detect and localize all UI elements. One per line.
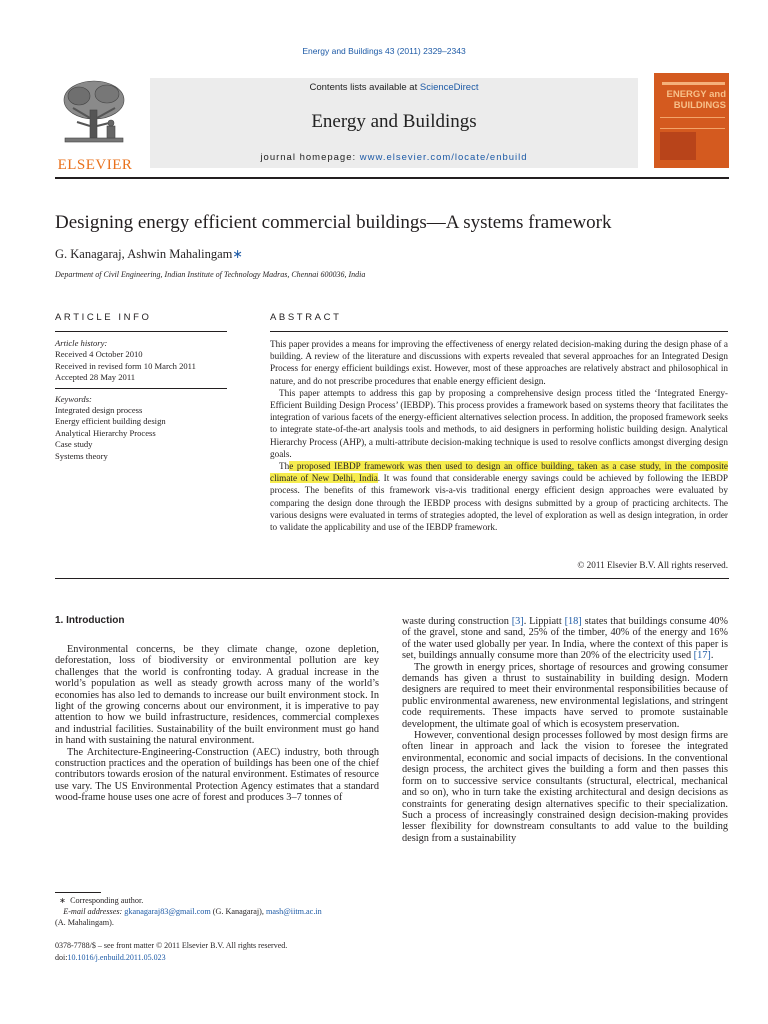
abstract-paragraph: This paper attempts to address this gap by proposing a comprehensive design process titled the ‘Integrated Energy-Efficient Building Design Process’ (IEBDP). This process provides a framework based on systems theory that facilitates the integration of various facets of the energy-efficient alternatives selection process. In addition, the proposed framework seeks to integrate state-of-the-art analysis tools and methods, to aid designers in performing holistic building design. Analytical Hierarchy Process (AHP), a multi-attribute decision-making technique is used to resolve conflicts amongst diverging design goals. xyxy=(270,387,728,459)
body-text: states that buildings consume 40% of the gravel, stone and sand, 25% of the timber, 40% of the energy and 16% of the water used globally per year. In India, where the context of this paper is set, buildings annually consume more than 20% of the electricity used xyxy=(402,616,729,662)
cover-title: ENERGY and BUILDINGS xyxy=(666,89,726,111)
footnote-emails xyxy=(55,906,385,917)
abstract-text: Th xyxy=(279,461,290,472)
article-info-rule xyxy=(55,331,227,332)
body-paragraph: The Architecture-Engineering-Construction (AEC) industry, both through construction practices and the operation of buildings has been one of the chief contributors towards erosion of the natural environment. Estimates of resource use vary. The US Environmental Protection Agency estimates that a standard wood-frame house uses one acre of forest and produces 3–7 tonnes of xyxy=(55,746,379,804)
publisher-name: ELSEVIER xyxy=(57,157,133,173)
reference-link[interactable]: [17] xyxy=(693,650,711,662)
doi-line xyxy=(55,952,287,964)
keywords xyxy=(55,394,227,462)
body-paragraph xyxy=(402,616,728,662)
doi-link[interactable]: 10.1016/j.enbuild.2011.05.023 xyxy=(67,952,166,962)
keywords-label: Keywords: xyxy=(55,393,92,404)
left-column xyxy=(55,644,379,804)
copyright: © 2011 Elsevier B.V. All rights reserved. xyxy=(577,560,728,570)
abstract-paragraph xyxy=(270,460,728,533)
homepage-line xyxy=(150,152,638,163)
tree-icon xyxy=(59,78,129,148)
history-revised: Received in revised form 10 March 2011 xyxy=(55,360,196,371)
homepage-link[interactable]: www.elsevier.com/locate/enbuild xyxy=(359,152,528,163)
cover-subtitle-band xyxy=(660,117,725,129)
right-column xyxy=(402,616,728,844)
footnote-rule xyxy=(55,892,101,893)
journal-citation[interactable]: Energy and Buildings 43 (2011) 2329–2343 xyxy=(302,46,466,56)
body-paragraph: Environmental concerns, be they climate change, ozone depletion, deforestation, loss of biodiversity or environmental pollution are key challenges that the world is confronting today. A gradual increase in the world’s population as well as steady growth across many of the world’s economies has also led to demands to increase our built environment stock. In light of the growing concerns about our environment, it is imperative to pay attention to how we build infrastructure, residences, commercial complexes and industrial facilities. Sustainability of the built environment must go hand in hand with sustaining the natural environment. xyxy=(55,644,379,747)
keyword: Integrated design process xyxy=(55,405,143,416)
reference-link[interactable]: [18] xyxy=(564,616,582,627)
article-info xyxy=(55,338,227,466)
affiliation: Department of Civil Engineering, Indian Institute of Technology Madras, Chennai 600036, India xyxy=(55,270,366,279)
keyword: Systems theory xyxy=(55,450,108,461)
cover-stripe xyxy=(662,82,725,85)
front-matter xyxy=(55,940,287,963)
abstract-rule xyxy=(270,331,728,332)
journal-title: Energy and Buildings xyxy=(311,111,477,132)
history-label: Article history: xyxy=(55,338,108,348)
keyword: Case study xyxy=(55,439,93,450)
abstract-end-rule xyxy=(55,578,729,579)
email-owner: (G. Kanagaraj), xyxy=(210,907,266,916)
keyword: Energy efficient building design xyxy=(55,416,166,427)
article-history xyxy=(55,338,227,384)
footnote xyxy=(55,895,385,928)
body-paragraph: However, conventional design processes followed by most design firms are often linear in approach and lack the vision to foresee the integrated environmental, economic and social impacts of decisions. In the conventional design process, the architect gives the building a form and then passes this form on to successive service consultants (structural, electrical, mechanical and so on), who in turn take the existing architectural and design decisions as constraints for generating design alternatives specific to their specialization. Such a process of increasingly constrained design decision-making provides lesser flexibility for downstream consultants to add value to the building design from a sustainability xyxy=(402,730,728,844)
elsevier-logo xyxy=(55,78,133,174)
article-title: Designing energy efficient commercial buildings—A systems framework xyxy=(55,212,612,233)
info-separator xyxy=(55,388,227,389)
corresponding-author-mark[interactable]: ∗ xyxy=(232,247,243,261)
cover-block xyxy=(660,132,696,160)
footnote-mark: ∗ xyxy=(59,896,66,905)
masthead-rule xyxy=(55,177,729,179)
email-link[interactable]: mash@iitm.ac.in xyxy=(265,907,322,916)
contents-line xyxy=(150,82,638,93)
abstract-text: . It was found that considerable energy savings could be achieved by following the IEBDP process. The benefits of this framework vis-a-vis traditional energy efficient design approaches were evaluated by comparing the design done through the IEBDP process with designs submitted by a group of practicing architects. The various designs were evaluated in terms of strategies adopted, the level of exploration as well as design integration, in order to validate the applicability and use of the IEBDP framework. xyxy=(270,473,729,533)
body-text: . Lippiatt xyxy=(523,616,565,627)
abstract-paragraph: This paper provides a means for improving the effectiveness of energy related decision-making during the design phase of a building. A review of the literature and discussions with experts revealed that several approaches for an Integrated Design Process for energy efficient buildings exist. However, most of these approaches are relatively abstract and philosophical in nature, and do not prescribe procedures that enable energy efficient design. xyxy=(270,339,728,386)
section-heading: 1. Introduction xyxy=(55,615,125,626)
author-list xyxy=(55,246,243,262)
body-paragraph: The growth in energy prices, shortage of resources and growing consumer demands has given a thrust to sustainability in building design. Modern designers are required to meet their environmental responsibilities because of public environmental awareness, new environmental legislations, and stringent code requirements. These impacts have served to promote sustainable development, the ultimate goal of which is ecosystem preservation. xyxy=(402,661,728,730)
reference-link[interactable]: [3] xyxy=(511,616,524,627)
footnote-corresponding xyxy=(55,895,385,906)
email-link[interactable]: gkanagaraj83@gmail.com xyxy=(124,907,211,916)
abstract-heading: ABSTRACT xyxy=(270,312,342,323)
sciencedirect-link[interactable]: ScienceDirect xyxy=(419,82,479,93)
keyword: Analytical Hierarchy Process xyxy=(55,427,156,438)
email-owner: (A. Mahalingam). xyxy=(55,918,114,927)
issn-line: 0378-7788/$ – see front matter © 2011 Elsevier B.V. All rights reserved. xyxy=(55,941,288,950)
history-received: Received 4 October 2010 xyxy=(55,349,143,360)
masthead xyxy=(55,70,729,176)
abstract-body xyxy=(270,338,728,533)
journal-banner xyxy=(150,78,638,168)
contents-prefix: Contents lists available at xyxy=(309,82,420,93)
body-text: waste during construction xyxy=(402,616,512,627)
footnote-text: Corresponding author. xyxy=(70,896,144,905)
body-text: . xyxy=(710,650,714,662)
highlighted-text[interactable]: e proposed IEBDP framework was then used to design an office building, taken as a case study, in the composite climate of New Delhi, India xyxy=(270,461,728,484)
doi-label: doi: xyxy=(55,952,68,962)
history-accepted: Accepted 28 May 2011 xyxy=(55,372,136,383)
homepage-prefix: journal homepage: xyxy=(260,152,360,163)
journal-cover[interactable] xyxy=(654,73,729,168)
authors-text: G. Kanagaraj, Ashwin Mahalingam xyxy=(55,247,233,261)
article-info-heading: ARTICLE INFO xyxy=(55,312,152,323)
email-label: E-mail addresses: xyxy=(63,907,125,916)
